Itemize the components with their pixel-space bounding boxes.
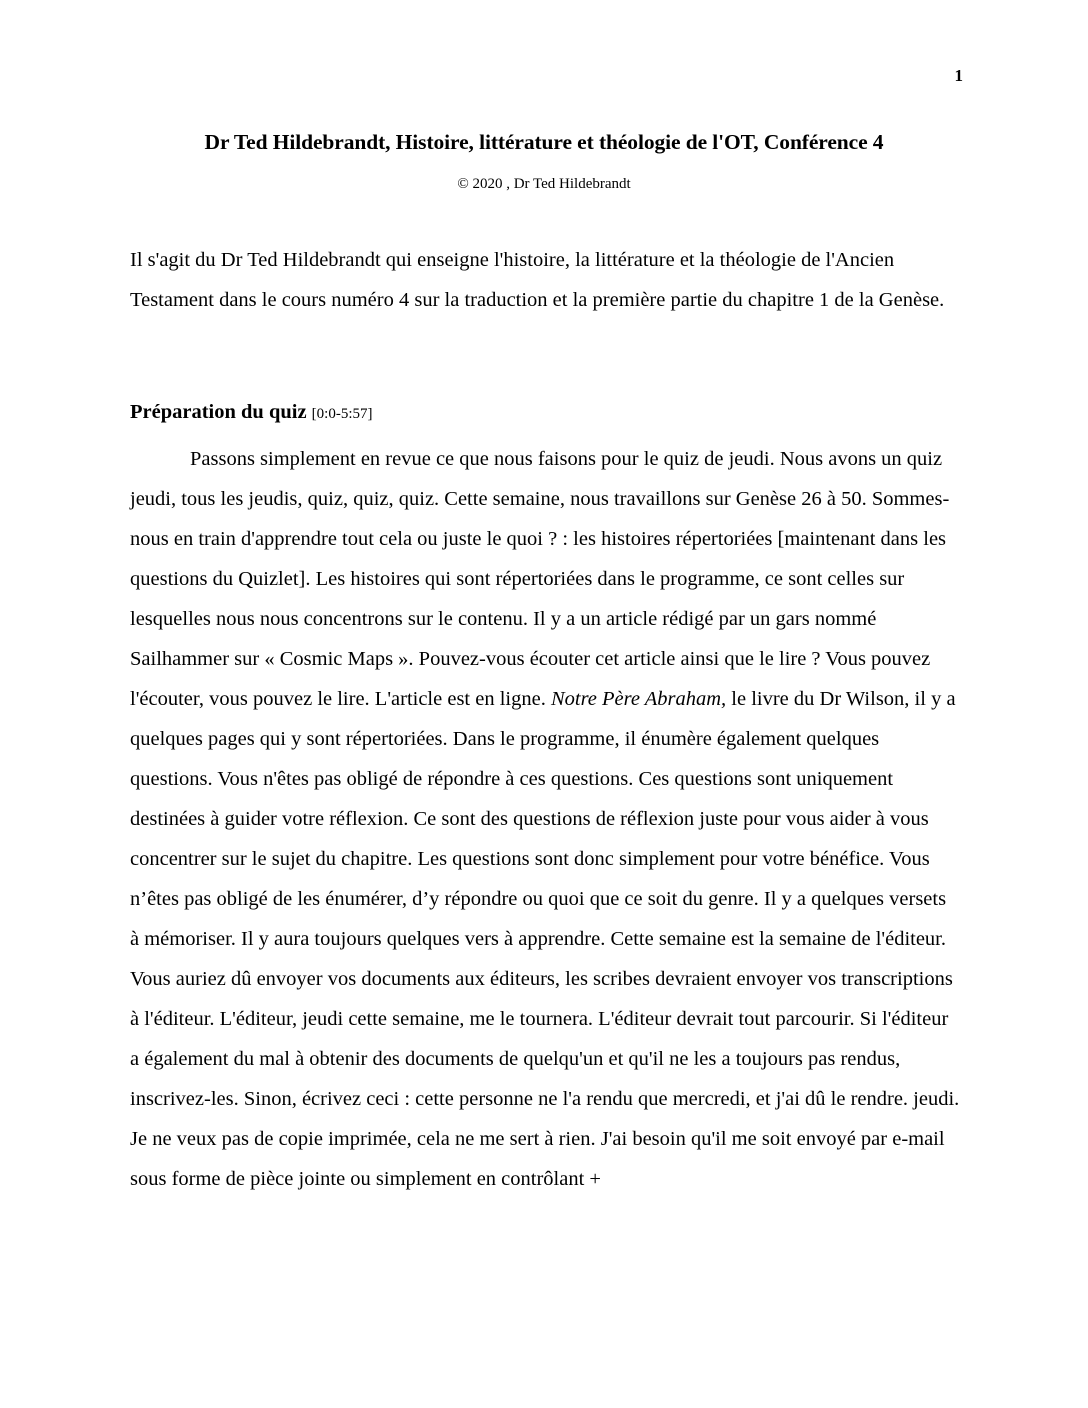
body-text-part1: Passons simplement en revue ce que nous faisons pour le quiz de jeudi. Nous avons un quiz jeudi, tous les jeudis, quiz, quiz, quiz. Cette semaine, nous travaillons sur Genèse 26 à 50. Sommes-nous en train d'apprendre tout cela ou juste le quoi ? : les histoires répertoriées [maintenant dans les questions du Quizlet]. Les histoires qui sont répertoriées dans le programme, ce sont celles sur lesquelles nous nous concentrons sur le contenu. Il y a un article rédigé par un gars nommé Sailhammer sur « Cosmic Maps ». Pouvez-vous écouter cet article ainsi que le lire ? Vous pouvez l'écouter, vous pouvez le lire. L'article est en ligne. [130, 448, 950, 710]
body-text-part2: le livre du Dr Wilson, il y a quelques pages qui y sont répertoriées. Dans le programme, il énumère également quelques questions. Vous n'êtes pas obligé de répondre à ces questions. Ces questions sont uniquement destinées à guider votre réflexion. Ce sont des questions de réflexion juste pour vous aider à vous concentrer sur le sujet du chapitre. Les questions sont donc simplement pour votre bénéfice. Vous n’êtes pas obligé de les énumérer, d’y répondre ou quoi que ce soit du genre. Il y a quelques versets à mémoriser. Il y aura toujours quelques vers à apprendre. Cette semaine est la semaine de l'éditeur. Vous auriez dû envoyer vos documents aux éditeurs, les scribes devraient envoyer vos transcriptions à l'éditeur. L'éditeur, jeudi cette semaine, me le tournera. L'éditeur devrait tout parcourir. Si l'éditeur a également du mal à obtenir des documents de quelqu'un et qu'il ne les a toujours pas rendus, inscrivez-les. Sinon, écrivez ceci : cette personne ne l'a rendu que mercredi, et j'ai dû le rendre. jeudi. Je ne veux pas de copie imprimée, cela ne me sert à rien. J'ai besoin qu'il me soit envoyé par e-mail sous forme de pièce jointe ou simplement en contrôlant + [130, 688, 960, 1190]
document-title: Dr Ted Hildebrandt, Histoire, littérature et théologie de l'OT, Conférence 4 [204, 130, 884, 154]
page-number: 1 [954, 66, 963, 85]
section-heading-text: Préparation du quiz [130, 401, 307, 423]
body-paragraph [130, 439, 960, 1199]
book-title: Notre Père Abraham, [550, 688, 727, 710]
intro-paragraph: Il s'agit du Dr Ted Hildebrandt qui enseigne l'histoire, la littérature et la théologie de l'Ancien Testament dans le cours numéro 4 sur la traduction et la première partie du chapitre 1 de la Genèse. [130, 249, 945, 311]
copyright-line: © 2020 , Dr Ted Hildebrandt [457, 176, 631, 192]
section-timestamp: [0:0-5:57] [311, 406, 373, 422]
section-heading [130, 401, 373, 424]
